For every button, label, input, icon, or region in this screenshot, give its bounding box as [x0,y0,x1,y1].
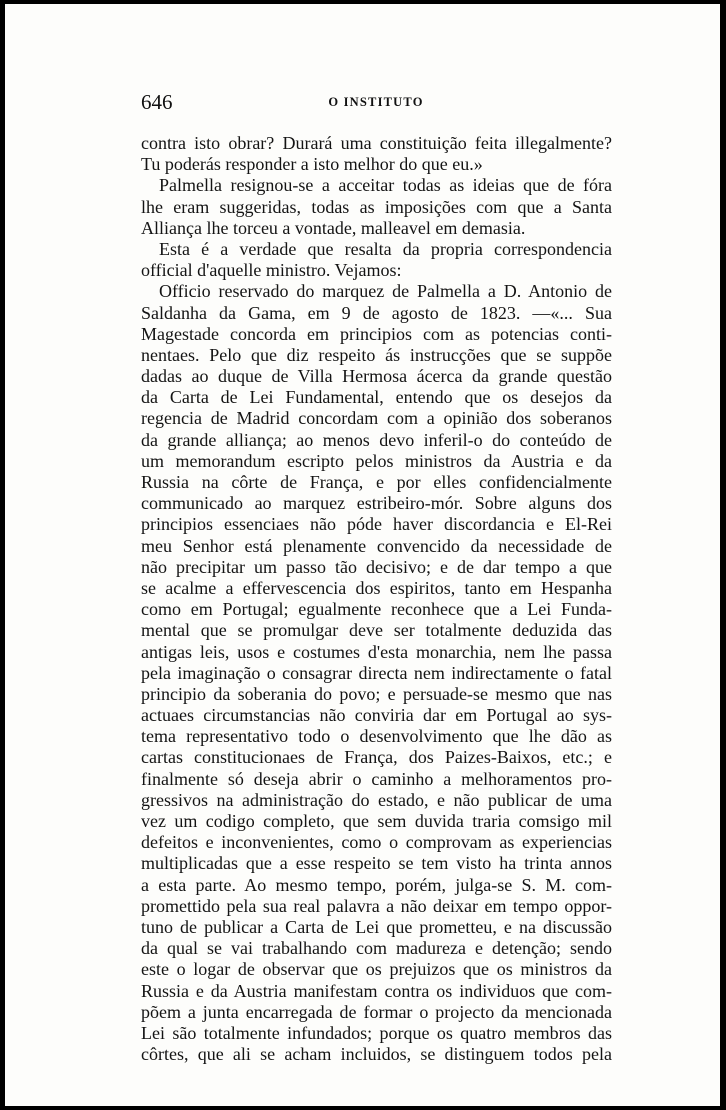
text-line: mental que se promulgar deve ser totalmente deduzida das [141,620,612,641]
text-line: põem a junta encarregada de formar o projecto da mencionada [141,1001,612,1022]
text-line: tema representativo todo o desenvolvimento que lhe dão as [141,726,612,747]
text-line: actuaes circumstancias não conviria dar em Portugal ao sys- [141,705,612,726]
text-line: Tu poderás responder a isto melhor do que eu.» [141,154,483,175]
text-line: Palmella resignou-se a acceitar todas as ideias que de fóra [159,175,612,196]
body-text [141,133,612,1065]
page-header [141,90,611,120]
text-line: finalmente só deseja abrir o caminho a melhoramentos pro- [141,768,612,789]
text-line: nentaes. Pelo que diz respeito ás instrucções que se suppõe [141,344,612,365]
text-line: meu Senhor está plenamente convencido da necessidade de [141,535,612,556]
text-line: Officio reservado do marquez de Palmella a D. Antonio de [159,281,612,302]
text-line: não precipitar um passo tão decisivo; e de dar tempo a que [141,556,612,577]
text-line: gressivos na administração do estado, e não publicar de uma [141,789,612,810]
text-line: regencia de Madrid concordam com a opinião dos soberanos [141,408,612,429]
text-line: Lei são totalmente infundados; porque os quatro membros das [141,1022,612,1043]
text-line: principio da soberania do povo; e persuade-se mesmo que nas [141,683,612,704]
running-title: O INSTITUTO [328,95,424,109]
text-line: principios essenciaes não póde haver discordancia e El-Rei [141,514,612,535]
text-line: vez um codigo completo, que sem duvida traria comsigo mil [141,811,612,831]
text-line: a esta parte. Ao mesmo tempo, porém, julga-se S. M. com- [141,874,612,895]
text-line: da qual se vai trabalhando com madureza e detenção; sendo [141,938,612,959]
text-line: Saldanha da Gama, em 9 de agosto de 1823. —«... Sua [141,302,612,323]
text-line: pela imaginação o consagrar directa nem indirectamente o fatal [141,662,612,683]
text-line: defeitos e inconvenientes, como o comprovam as experiencias [141,832,612,853]
text-line: lhe eram suggeridas, todas as imposições com que a Santa [141,196,612,217]
book-page [5,4,720,1106]
text-line: dadas ao duque de Villa Hermosa ácerca da grande questão [141,366,612,387]
text-line: Magestade concorda em principios com as potencias conti- [141,323,612,344]
text-line: Russia e da Austria manifestam contra os individuos que com- [141,980,612,1001]
text-line: multiplicadas que a esse respeito se tem visto ha trinta annos [141,853,612,874]
text-line: da grande alliança; ao menos devo inferil-o do conteúdo de [141,429,612,450]
text-line: communicado ao marquez estribeiro-mór. Sobre alguns dos [141,493,612,514]
text-line: contra isto obrar? Durará uma constituição feita illegalmente? [141,133,612,153]
text-line: tuno de publicar a Carta de Lei que prometteu, e na discussão [141,916,612,937]
text-line: antigas leis, usos e costumes d'esta monarchia, nem lhe passa [141,641,612,662]
text-line: se acalme a effervescencia dos espiritos, tanto em Hespanha [141,577,612,598]
text-line: Esta é a verdade que resalta da propria correspondencia [159,238,612,259]
page-number: 646 [141,90,173,114]
text-line: côrtes, que ali se acham incluidos, se distinguem todos pela [141,1044,612,1065]
text-line: Alliança lhe torceu a vontade, malleavel em demasia. [141,217,526,238]
text-line: como em Portugal; egualmente reconhece que a Lei Funda- [141,599,612,620]
text-line: cartas constitucionaes de França, dos Paizes-Baixos, etc.; e [141,747,612,768]
text-line: um memorandum escripto pelos ministros da Austria e da [141,450,612,471]
text-line: da Carta de Lei Fundamental, entendo que os desejos da [141,387,612,408]
text-line: promettido pela sua real palavra a não deixar em tempo oppor- [141,895,612,916]
text-line: este o logar de observar que os prejuizos que os ministros da [141,959,612,980]
text-line: official d'aquelle ministro. Vejamos: [141,260,402,281]
text-line: Russia na côrte de França, e por elles confidencialmente [141,472,612,492]
